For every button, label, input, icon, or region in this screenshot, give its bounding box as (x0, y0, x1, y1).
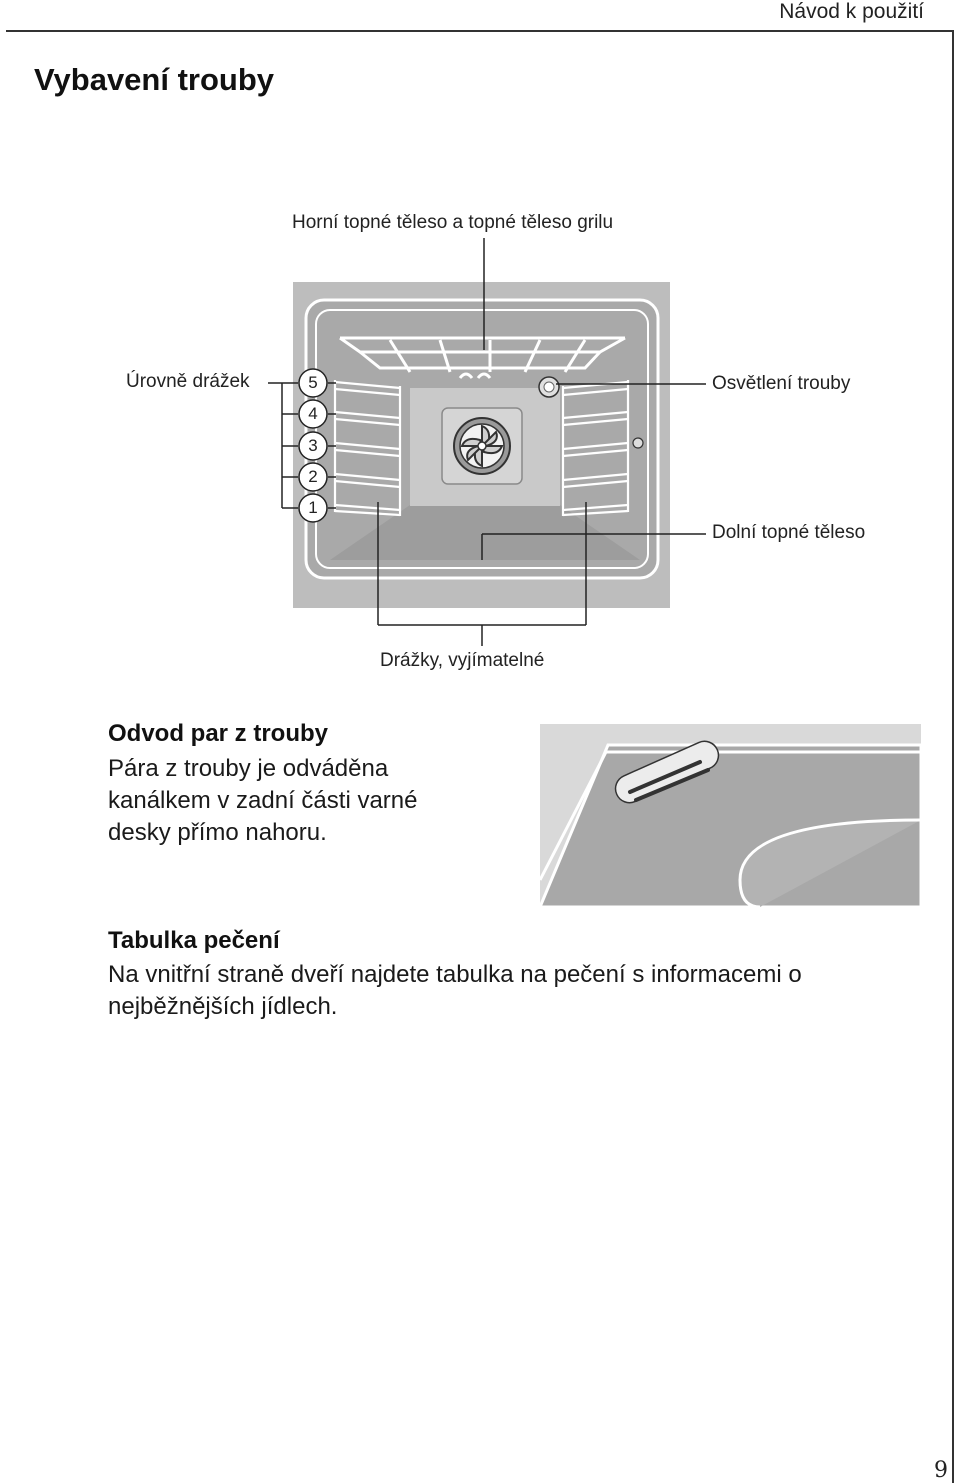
text-line: nejběžnějších jídlech. (108, 993, 338, 1020)
header-title: Návod k použití (779, 0, 924, 23)
steam-vent-illustration (540, 724, 921, 907)
baking-table-heading: Tabulka pečení (108, 927, 280, 954)
text-line: Na vnitřní straně dveří najdete tabulka na pečení s informacemi o (108, 961, 802, 988)
level-number: 1 (308, 498, 318, 517)
steam-text (108, 753, 508, 849)
level-number: 2 (308, 467, 318, 486)
page-number: 9 (934, 1458, 948, 1483)
fan-icon (454, 418, 510, 474)
text-line: Pára z trouby je odváděna (108, 755, 389, 782)
label-shelf-levels: Úrovně drážek (126, 371, 250, 392)
label-oven-light: Osvětlení trouby (712, 373, 851, 394)
label-rails: Drážky, vyjímatelné (380, 650, 545, 671)
label-top-heater: Horní topné těleso a topné těleso grilu (292, 212, 614, 233)
text-line: kanálkem v zadní části varné (108, 787, 418, 814)
level-number: 3 (308, 436, 318, 455)
level-number: 5 (308, 373, 318, 392)
steam-heading: Odvod par z trouby (108, 720, 329, 747)
baking-table-text (108, 959, 928, 1023)
page-title: Vybavení trouby (34, 62, 275, 97)
level-number: 4 (308, 404, 318, 423)
text-line: desky přímo nahoru. (108, 819, 327, 846)
label-bottom-heater: Dolní topné těleso (712, 522, 866, 543)
oven-light-icon (539, 377, 559, 397)
